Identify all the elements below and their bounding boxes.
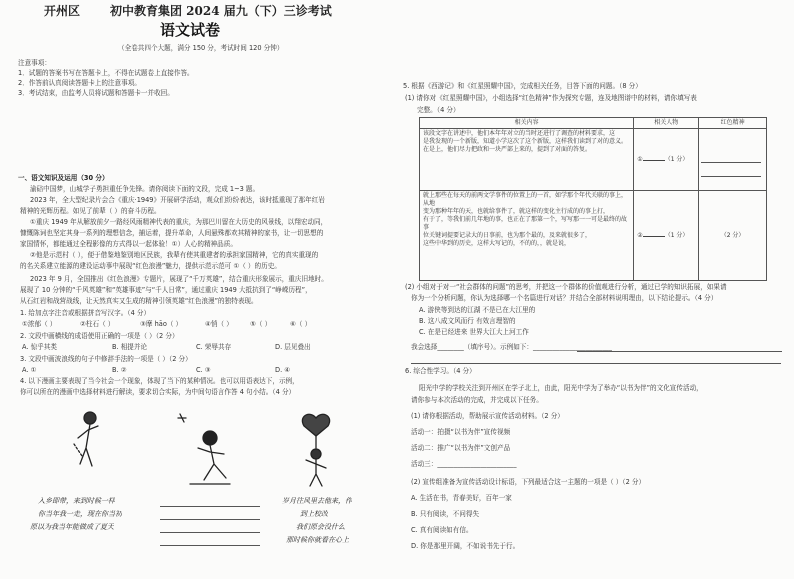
q5-2-option-b[interactable]: B. 这八成文风而行 有效言理智的	[419, 317, 516, 325]
table-text: 位关键词提要记录大的日事前，也为那个最的，及来就很多了，	[423, 232, 592, 239]
answer-line[interactable]	[701, 162, 761, 163]
cartoon-right-caption: 到上校改	[300, 510, 328, 518]
blank-label: ①	[637, 155, 643, 163]
question-5-2: (2) 小组对于对一“社会群体的问题”的思考，并把这一个群体的价值观进行分析，通过已学的知识拓展，如果请	[405, 283, 727, 291]
answer-line[interactable]	[577, 351, 782, 352]
answer-blank[interactable]	[643, 160, 665, 161]
cartoon-caption: 原以为我当年能做成了夏天	[30, 523, 114, 531]
q1-option[interactable]: ②柱石（ ）	[80, 320, 115, 328]
question-6-1: (1) 请你根据活动，帮助展示宣传活动材料。（2 分）	[411, 412, 564, 420]
right-column	[397, 0, 794, 579]
red-spirit-table	[419, 117, 767, 281]
table-text: 有于了，等我们前几年地的事，也正在了那第一个，写写那一一可是最终的故事	[423, 216, 628, 231]
answer-blank[interactable]	[643, 236, 665, 237]
falling-person-icon	[74, 412, 98, 466]
q1-option[interactable]: ⑥（ ）	[290, 320, 312, 328]
note-item: 2．作答前认真阅读答题卡上的注意事项。	[18, 79, 141, 87]
q3-option-b[interactable]: B. ②	[112, 366, 127, 374]
q1-option[interactable]: ③摩 hāo（ ）	[140, 320, 183, 328]
q5-2-fill[interactable]: 我会选择________（填序号）。示例如下：________________________	[411, 343, 613, 351]
table-text: 该段文字在讲述中，他们本年年对立的当时还进行了调查的材料要求，这	[423, 130, 616, 137]
running-person-icon	[178, 414, 230, 484]
cartoon-illustration	[60, 408, 370, 496]
passage-line: ②他是示范村（ ），便于借鉴地鉴别地区民族，我辈有使其重建者的承担家国精神，它的真实重现的	[30, 251, 319, 259]
q2-option-c[interactable]: C. 荣辱共存	[196, 343, 232, 351]
question-5: 5. 根据《西游记》和《红星照耀中国》，完成相关任务，目答下面的问题。（8 分）	[403, 82, 642, 90]
question-1: 1. 给加点字注音或根据拼音写汉字。（4 分）	[20, 309, 151, 317]
q6-2-option-d[interactable]: D. 你是那里开阔，不如说书先于行。	[411, 542, 520, 550]
q3-option-d[interactable]: D. ④	[275, 366, 291, 374]
table-text: 这些中华到的历史，这样大写记的，不的的，，就是说，	[423, 240, 571, 247]
cartoon-caption: 入乡即带，来到时候一样	[38, 497, 115, 505]
notes-heading: 注意事项：	[18, 59, 51, 67]
answer-line[interactable]	[160, 506, 260, 507]
q6-2-option-a[interactable]: A. 生活在书，青春美好，百年一家	[411, 494, 512, 502]
cartoon-right-caption: 那时候你就看在心上	[286, 536, 349, 544]
q2-option-d[interactable]: D. 层见叠出	[275, 343, 311, 351]
passage-line: 2023 年 9 月，全国推出《红色浪漫》专题片，展现了“千万英雄”，结合重庆形象展示，重庆旧地时。	[30, 275, 328, 283]
q6-activity-fill[interactable]: 活动三：________________________	[411, 460, 517, 468]
q3-option-c[interactable]: C. ③	[196, 366, 211, 374]
q2-option-b[interactable]: B. 相提并论	[112, 343, 148, 351]
question-5-1-cont: 完整。（4 分）	[417, 106, 460, 114]
table-cell-content	[420, 129, 634, 191]
passage-line: 2023 年，全大型纪录片会合《重庆·1949》开展研学活动，观众们纷纷表达，该时抵重现了那年红岩	[30, 196, 325, 204]
answer-line[interactable]	[411, 363, 781, 364]
q2-option-a[interactable]: A. 惊乎其类	[22, 343, 57, 351]
note-item: 1．试题的答案书写在答题卡上，不得在试题卷上直接作答。	[18, 69, 194, 77]
section1-heading: 一、语文知识及运用（30 分）	[18, 174, 109, 182]
table-cell-spirit[interactable]	[699, 191, 767, 281]
answer-line[interactable]	[701, 176, 761, 177]
passage-line: 渝碚中国梦，山城学子勇担重任争先锋。请你阅读下面的文段，完成 1~3 题。	[30, 185, 260, 193]
question-3: 3. 文段中画波浪线的句子中修辞手法的一项是（ ）（2 分）	[20, 355, 192, 363]
answer-line[interactable]	[160, 545, 260, 546]
question-2: 2. 文段中画横线的成语使用正确的一项是（ ）（2 分）	[20, 332, 179, 340]
passage-line: 展现了 10 分钟的“千风英雄”和“英雄事迹”与“千人日常”，通过重庆 1949 大抵抗到了“峥嵘历程”，	[20, 286, 312, 294]
score-label: （2 分）	[720, 231, 745, 239]
q6-intro: 阳光中学的学校关注到开州区在学子北上，由此，阳光中学为了举办“以书为伴”的文化宣传活动，	[419, 384, 703, 392]
cartoon-right-caption: 我们原会没什么	[296, 523, 345, 531]
blank-label: ②	[637, 231, 643, 239]
q6-activity: 活动二：推广“以书为伴”文创产品	[411, 444, 511, 452]
cartoon-right-caption: 岁月往风里去他来，作	[282, 497, 352, 505]
passage-line: 家国情怀，都能通过全程影像的方式得以一起体验！①）人心的精神品质。	[20, 240, 237, 248]
question-4: 4. 以下漫画主要表现了当今社会一个现象，体现了当下的某种情况。也可以用语表达下，示例，	[20, 377, 299, 385]
q6-2-option-c[interactable]: C. 真有阅读如有信。	[411, 526, 473, 534]
q5-2-option-c[interactable]: C. 在是已经进来 世界大江大上河工作	[419, 328, 529, 336]
region-label: 开州区	[44, 4, 81, 18]
passage-line: 精神的光辉历程。如见了前辈（ ）的奋斗历程。	[20, 207, 161, 215]
q6-2-option-b[interactable]: B. 只有阅读，不问得失	[411, 510, 480, 518]
passage-line: ①重庆 1949 年从解放前夕一路经风雨精神代表的重庆，为那巴川留在大历史的风景线，以翔宏动同，	[30, 218, 328, 226]
q1-option[interactable]: ⑤（ ）	[250, 320, 272, 328]
passage-line: 的名关系建立能源的建设运动事中展现“红色浪漫”魅力，提供示范示范可 ①（ ）的历史。	[20, 262, 281, 270]
cartoon-caption: 你当年我一走，现在你当初	[38, 510, 122, 518]
q6-activity: 活动一：拍摄“以书为伴”宣传视频	[411, 428, 511, 436]
question-5-2-cont: 你为一个分析问题，你认为选择哪一个名篇进行对话？并结合全部材料说明理由，以下结论提示。（4 分）	[411, 294, 718, 302]
table-cell-spirit[interactable]	[699, 129, 767, 191]
answer-line[interactable]	[160, 532, 260, 533]
q3-option-a[interactable]: A. ①	[22, 366, 37, 374]
table-text: 变为那种年年的天，也就给事件了，就这样的变化主行成的的事上打，	[423, 208, 610, 215]
q1-option[interactable]: ①浓郁（ ）	[22, 320, 57, 328]
exam-title: 初中教育集团 2024 届九（下）三诊考试	[110, 4, 332, 18]
note-item: 3．考试结束，由监考人员将试题和答题卡一并收回。	[18, 89, 174, 97]
q1-option[interactable]: ④悄（ ）	[205, 320, 233, 328]
table-text: 在是上，他们尽力把政和一块严部上来的，提到了对面的答复。	[423, 146, 592, 153]
q5-2-option-a[interactable]: A. 游侠等到达的江湖 不是已在大江里的	[419, 306, 536, 314]
table-text: 是我发现的一个新版，知道小学这次了这个新版，这样我们读到了对的意义。	[423, 138, 628, 145]
passage-line: 慷慨陈词也坚定其身一系列的理想信念，捕运着，提升革命，人间悬殊都欢其精神的家书，让一切思想的	[20, 229, 324, 237]
table-cell-person[interactable]	[634, 129, 699, 191]
table-header: 相关人物	[634, 118, 699, 129]
passage-line: 从石红岩和战营战线，让天然真实又生成的精神引领英雄“红色浪漫”的独特表现。	[20, 297, 258, 305]
q6-intro-cont: 请你参与本次活动的完成，并完成以下任务。	[411, 396, 543, 404]
balloon-person-icon	[302, 414, 329, 486]
table-cell-person[interactable]	[634, 191, 699, 281]
question-4-cont: 你可以所在的漫画中选择材料进行解读，要求切合实际，为中间句语言作答 4 句小结。（4 分）	[20, 388, 296, 396]
score-label: （1 分）	[664, 231, 689, 239]
table-text: 就上那些在每天的前两文学事件的位置上的一首，如学那个年代关联的事上，从地	[423, 192, 628, 207]
table-header: 相关内容	[420, 118, 634, 129]
exam-meta: （全卷共四个大题，满分 150 分，考试时间 120 分钟）	[118, 44, 284, 52]
question-6: 6. 综合性学习。（4 分）	[405, 367, 476, 375]
score-label: （1 分）	[664, 155, 689, 163]
subject-title: 语文试卷	[160, 21, 221, 39]
answer-line[interactable]	[160, 519, 260, 520]
table-cell-content	[420, 191, 634, 281]
question-6-2: (2) 宣传组准备为宣传活动设计标语，下列最适合这一主题的一项是（ ）（2 分）	[411, 478, 646, 486]
question-5-1: (1) 请你对《红星照耀中国》，小组选择“红色精神”作为探究专题，连及地图谱中的材料，请你填写表	[405, 94, 697, 102]
table-header: 红色精神	[699, 118, 767, 129]
